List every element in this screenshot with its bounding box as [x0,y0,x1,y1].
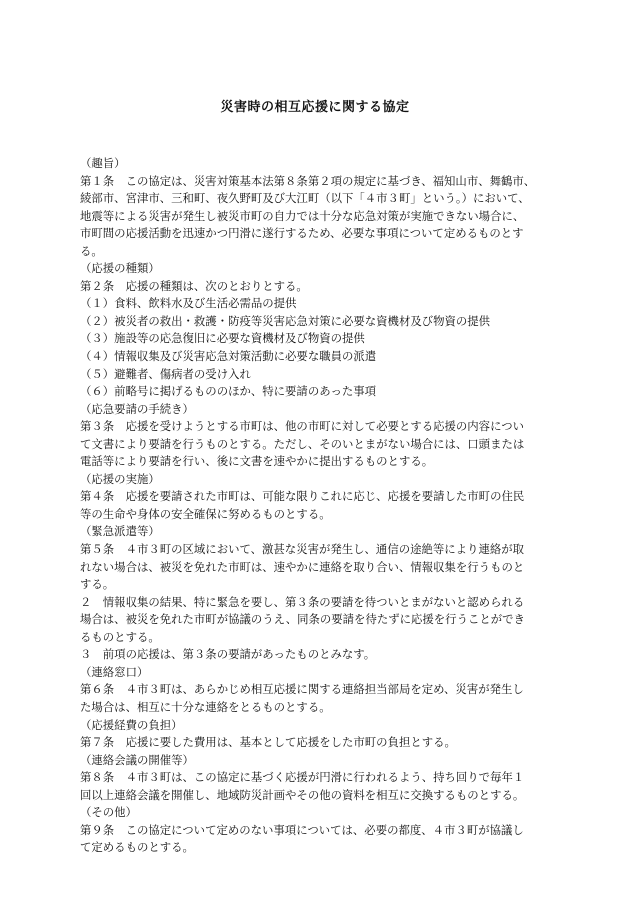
body-line: 綾部市、宮津市、三和町、夜久野町及び大江町（以下「４市３町」という。）において、 [80,191,530,206]
body-line: ２ 情報収集の結果、特に緊急を要し、第３条の要請を待ついとまがないと認められる [80,594,525,609]
body-line: 電話等により要請を行い、後に文書を速やかに提出するものとする。 [80,454,434,469]
body-line: （２）被災者の救出・救護・防疫等災害応急対策に必要な資機材及び物資の提供 [80,313,491,328]
body-line: 場合は、被災を免れた市町が協議のうえ、同条の要請を待たずに応援を行うことができ [80,612,525,627]
section-heading: （応援の実施） [80,471,160,486]
body-line: る。 [80,243,103,258]
body-line: 第８条 ４市３町は、この協定に基づく応援が円滑に行われるよう、持ち回りで毎年１ [80,770,525,785]
section-heading: （応援経費の負担） [80,717,183,732]
section-heading: （応急要請の手続き） [80,401,194,416]
body-line: て文書により要請を行うものとする。ただし、そのいとまがない場合には、口頭または [80,436,525,451]
body-line: 第２条 応援の種類は、次のとおりとする。 [80,278,308,293]
body-line: た場合は、相互に十分な連絡をとるものとする。 [80,699,331,714]
body-line: 第１条 この協定は、災害対策基本法第８条第２項の規定に基づき、福知山市、舞鶴市、 [80,173,536,188]
body-line: 第３条 応援を受けようとする市町は、他の市町に対して必要とする応援の内容につい [80,419,525,434]
body-line: 市町間の応援活動を迅速かつ円滑に遂行するため、必要な事項について定めるものとす [80,226,524,241]
body-line: るものとする。 [80,629,160,644]
body-line: 等の生命や身体の安全確保に努めるものとする。 [80,506,331,521]
body-line: （４）情報収集及び災害応急対策活動に必要な職員の派遣 [80,349,377,364]
body-line: 第５条 ４市３町の区域において、激甚な災害が発生し、通信の途絶等により連絡が取 [80,542,525,557]
body-line: する。 [80,577,115,592]
body-line: ３ 前項の応援は、第３条の要請があったものとみなす。 [80,647,376,662]
document-title: 災害時の相互応援に関する協定 [220,100,410,115]
body-line: （３）施設等の応急復旧に必要な資機材及び物資の提供 [80,331,365,346]
section-heading: （応援の種類） [80,261,160,276]
section-heading: （連絡会議の開催等） [80,752,194,767]
body-line: 第６条 ４市３町は、あらかじめ相互応援に関する連絡担当部局を定め、災害が発生し [80,682,524,697]
body-line: （５）避難者、傷病者の受け入れ [80,366,251,381]
body-line: 第４条 応援を要請された市町は、可能な限りこれに応じ、応援を要請した市町の住民 [80,489,525,504]
body-line: 第７条 応援に要した費用は、基本として応援をした市町の負担とする。 [80,735,456,750]
section-heading: （その他） [80,805,137,820]
body-line: れない場合は、被災を免れた市町は、速やかに連絡を取り合い、情報収集を行うものと [80,559,525,574]
section-heading: （緊急派遣等） [80,524,160,539]
section-heading: （連絡窓口） [80,664,149,679]
section-heading: （趣旨） [80,156,126,170]
body-line: （１）食料、飲料水及び生活必需品の提供 [80,296,297,311]
body-line: （６）前略号に掲げるもののほか、特に要請のあった事項 [80,384,377,399]
document-body [80,155,558,857]
body-line: 第９条 この協定について定めのない事項については、必要の都度、４市３町が協議し [80,822,524,837]
body-line: 回以上連絡会議を開催し、地域防災計画やその他の資料を相互に交換するものとする。 [80,787,525,802]
body-line: 地震等による災害が発生し被災市町の自力では十分な応急対策が実施できない場合に、 [80,208,525,223]
body-line: て定めるものとする。 [80,840,194,855]
